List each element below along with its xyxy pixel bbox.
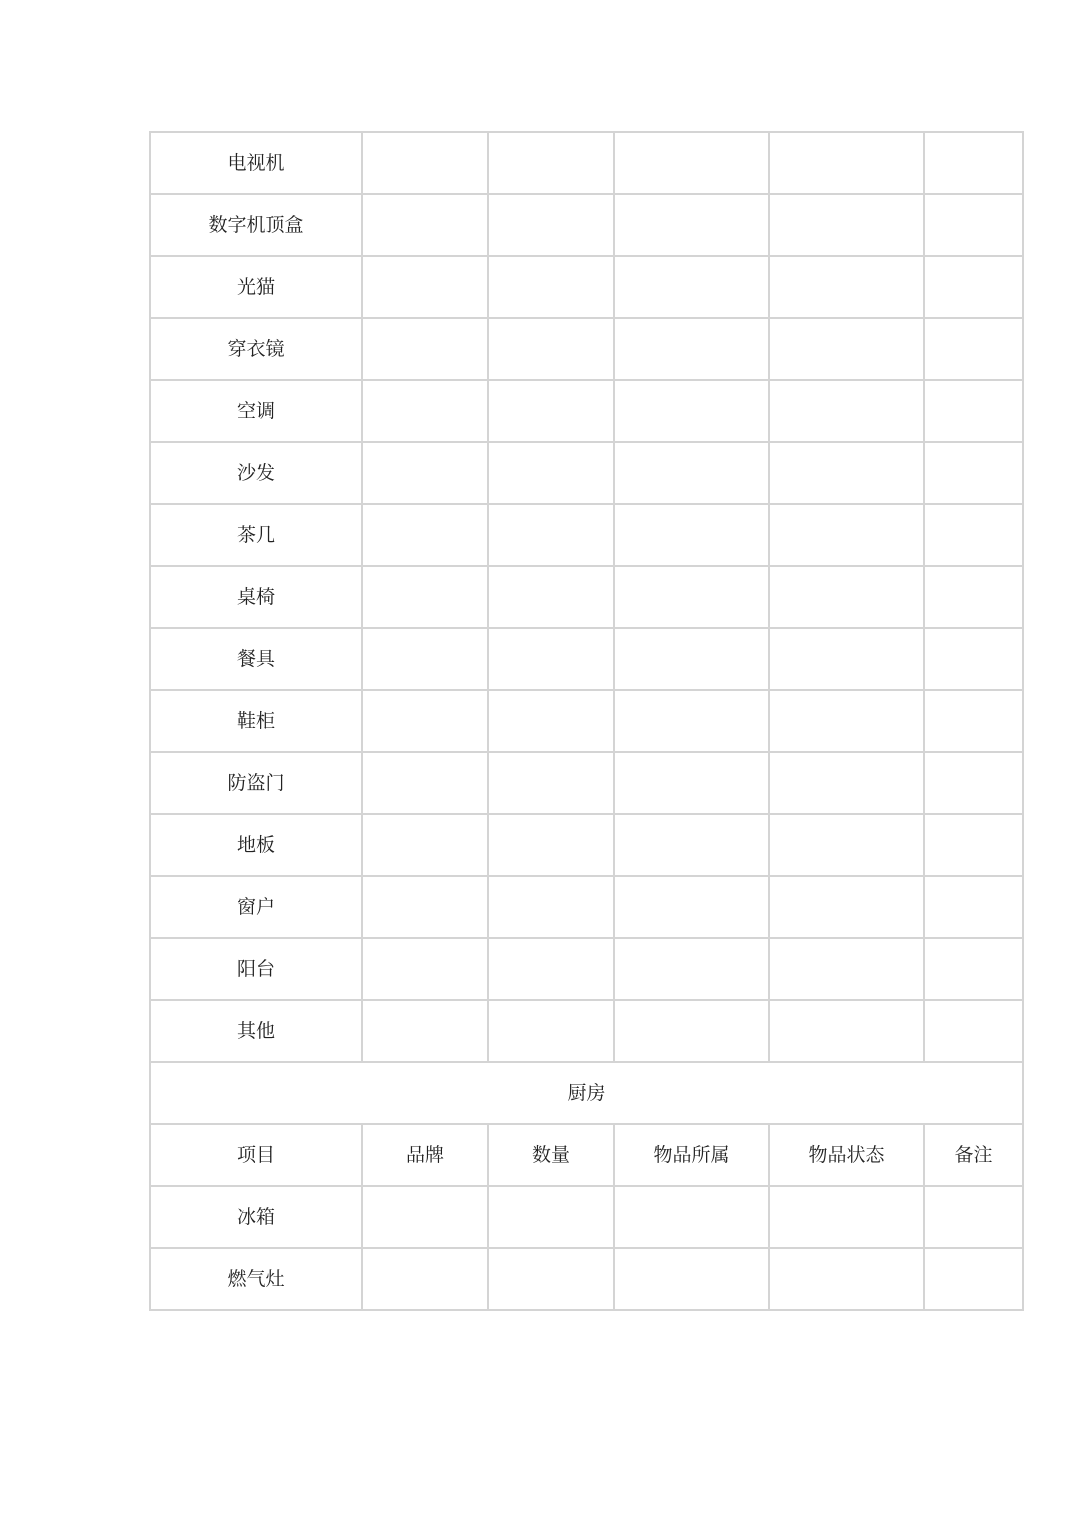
notes-cell[interactable] xyxy=(924,442,1023,504)
condition-cell[interactable] xyxy=(769,814,924,876)
quantity-cell[interactable] xyxy=(488,380,614,442)
item-name-cell: 电视机 xyxy=(150,132,362,194)
condition-cell[interactable] xyxy=(769,504,924,566)
brand-cell[interactable] xyxy=(362,504,488,566)
quantity-cell[interactable] xyxy=(488,690,614,752)
quantity-cell[interactable] xyxy=(488,318,614,380)
table-row xyxy=(150,380,1023,442)
quantity-cell[interactable] xyxy=(488,1248,614,1310)
quantity-cell[interactable] xyxy=(488,132,614,194)
ownership-cell[interactable] xyxy=(614,1186,769,1248)
notes-cell[interactable] xyxy=(924,566,1023,628)
section-title-row xyxy=(150,1062,1023,1124)
table-row xyxy=(150,318,1023,380)
header-row xyxy=(150,1124,1023,1186)
ownership-cell[interactable] xyxy=(614,194,769,256)
notes-cell[interactable] xyxy=(924,690,1023,752)
item-name-cell: 空调 xyxy=(150,380,362,442)
table-row xyxy=(150,814,1023,876)
item-name-cell: 阳台 xyxy=(150,938,362,1000)
condition-cell[interactable] xyxy=(769,752,924,814)
item-name-cell: 地板 xyxy=(150,814,362,876)
brand-cell[interactable] xyxy=(362,194,488,256)
brand-cell[interactable] xyxy=(362,380,488,442)
ownership-cell[interactable] xyxy=(614,1000,769,1062)
item-name-cell: 窗户 xyxy=(150,876,362,938)
kitchen-section-title: 厨房 xyxy=(150,1062,1023,1124)
item-name-cell: 防盗门 xyxy=(150,752,362,814)
table-row xyxy=(150,1186,1023,1248)
table-row xyxy=(150,628,1023,690)
quantity-cell[interactable] xyxy=(488,566,614,628)
condition-cell[interactable] xyxy=(769,442,924,504)
notes-cell[interactable] xyxy=(924,380,1023,442)
item-name-cell: 燃气灶 xyxy=(150,1248,362,1310)
ownership-cell[interactable] xyxy=(614,876,769,938)
condition-cell[interactable] xyxy=(769,690,924,752)
quantity-cell[interactable] xyxy=(488,442,614,504)
notes-cell[interactable] xyxy=(924,876,1023,938)
quantity-cell[interactable] xyxy=(488,752,614,814)
table-row xyxy=(150,442,1023,504)
item-name-cell: 光猫 xyxy=(150,256,362,318)
condition-cell[interactable] xyxy=(769,318,924,380)
table-row xyxy=(150,1000,1023,1062)
quantity-cell[interactable] xyxy=(488,814,614,876)
notes-cell[interactable] xyxy=(924,938,1023,1000)
table-row xyxy=(150,690,1023,752)
header-item: 项目 xyxy=(150,1124,362,1186)
ownership-cell[interactable] xyxy=(614,690,769,752)
brand-cell[interactable] xyxy=(362,318,488,380)
condition-cell[interactable] xyxy=(769,628,924,690)
item-name-cell: 餐具 xyxy=(150,628,362,690)
brand-cell[interactable] xyxy=(362,690,488,752)
notes-cell[interactable] xyxy=(924,628,1023,690)
condition-cell[interactable] xyxy=(769,1186,924,1248)
table-row xyxy=(150,132,1023,194)
notes-cell[interactable] xyxy=(924,256,1023,318)
quantity-cell[interactable] xyxy=(488,1000,614,1062)
notes-cell[interactable] xyxy=(924,318,1023,380)
ownership-cell[interactable] xyxy=(614,132,769,194)
condition-cell[interactable] xyxy=(769,1000,924,1062)
header-condition: 物品状态 xyxy=(769,1124,924,1186)
item-name-cell: 茶几 xyxy=(150,504,362,566)
ownership-cell[interactable] xyxy=(614,442,769,504)
brand-cell[interactable] xyxy=(362,1186,488,1248)
table-row xyxy=(150,566,1023,628)
brand-cell[interactable] xyxy=(362,132,488,194)
condition-cell[interactable] xyxy=(769,1248,924,1310)
header-ownership: 物品所属 xyxy=(614,1124,769,1186)
brand-cell[interactable] xyxy=(362,814,488,876)
ownership-cell[interactable] xyxy=(614,256,769,318)
ownership-cell[interactable] xyxy=(614,814,769,876)
item-name-cell: 穿衣镜 xyxy=(150,318,362,380)
brand-cell[interactable] xyxy=(362,938,488,1000)
condition-cell[interactable] xyxy=(769,566,924,628)
item-name-cell: 沙发 xyxy=(150,442,362,504)
condition-cell[interactable] xyxy=(769,938,924,1000)
brand-cell[interactable] xyxy=(362,1248,488,1310)
brand-cell[interactable] xyxy=(362,256,488,318)
brand-cell[interactable] xyxy=(362,1000,488,1062)
brand-cell[interactable] xyxy=(362,752,488,814)
quantity-cell[interactable] xyxy=(488,938,614,1000)
ownership-cell[interactable] xyxy=(614,566,769,628)
notes-cell[interactable] xyxy=(924,1000,1023,1062)
item-name-cell: 其他 xyxy=(150,1000,362,1062)
condition-cell[interactable] xyxy=(769,132,924,194)
notes-cell[interactable] xyxy=(924,504,1023,566)
ownership-cell[interactable] xyxy=(614,628,769,690)
table-row xyxy=(150,752,1023,814)
ownership-cell[interactable] xyxy=(614,1248,769,1310)
notes-cell[interactable] xyxy=(924,132,1023,194)
ownership-cell[interactable] xyxy=(614,938,769,1000)
notes-cell[interactable] xyxy=(924,814,1023,876)
condition-cell[interactable] xyxy=(769,380,924,442)
ownership-cell[interactable] xyxy=(614,380,769,442)
condition-cell[interactable] xyxy=(769,876,924,938)
quantity-cell[interactable] xyxy=(488,504,614,566)
inventory-body xyxy=(150,132,1023,1310)
inventory-table xyxy=(149,131,1024,1311)
notes-cell[interactable] xyxy=(924,1248,1023,1310)
header-notes: 备注 xyxy=(924,1124,1023,1186)
item-name-cell: 数字机顶盒 xyxy=(150,194,362,256)
item-name-cell: 桌椅 xyxy=(150,566,362,628)
quantity-cell[interactable] xyxy=(488,628,614,690)
table-row xyxy=(150,504,1023,566)
table-row xyxy=(150,876,1023,938)
brand-cell[interactable] xyxy=(362,876,488,938)
quantity-cell[interactable] xyxy=(488,194,614,256)
table-row xyxy=(150,1248,1023,1310)
ownership-cell[interactable] xyxy=(614,504,769,566)
table-row xyxy=(150,194,1023,256)
notes-cell[interactable] xyxy=(924,194,1023,256)
table-row xyxy=(150,256,1023,318)
ownership-cell[interactable] xyxy=(614,752,769,814)
header-brand: 品牌 xyxy=(362,1124,488,1186)
quantity-cell[interactable] xyxy=(488,1186,614,1248)
quantity-cell[interactable] xyxy=(488,876,614,938)
ownership-cell[interactable] xyxy=(614,318,769,380)
condition-cell[interactable] xyxy=(769,256,924,318)
brand-cell[interactable] xyxy=(362,628,488,690)
header-quantity: 数量 xyxy=(488,1124,614,1186)
quantity-cell[interactable] xyxy=(488,256,614,318)
notes-cell[interactable] xyxy=(924,752,1023,814)
item-name-cell: 鞋柜 xyxy=(150,690,362,752)
brand-cell[interactable] xyxy=(362,442,488,504)
condition-cell[interactable] xyxy=(769,194,924,256)
brand-cell[interactable] xyxy=(362,566,488,628)
table-row xyxy=(150,938,1023,1000)
notes-cell[interactable] xyxy=(924,1186,1023,1248)
item-name-cell: 冰箱 xyxy=(150,1186,362,1248)
